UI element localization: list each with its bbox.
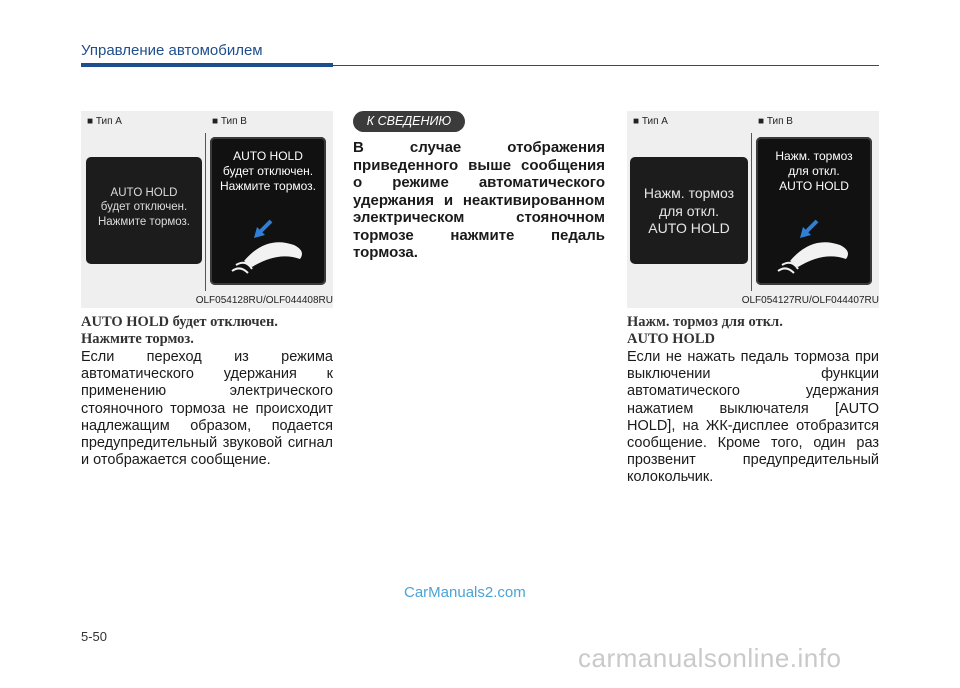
- right-caption: Нажм. тормоз для откл. AUTO HOLD: [627, 314, 783, 347]
- figure-code: OLF054127RU/OLF044407RU: [741, 295, 879, 306]
- cluster-screen-type-b: [756, 137, 872, 285]
- info-badge: К СВЕДЕНИЮ: [353, 111, 465, 132]
- watermark-bottom: carmanualsonline.info: [578, 643, 842, 673]
- brake-pedal-icon: [226, 215, 316, 277]
- brake-pedal-icon: [772, 215, 862, 277]
- screen-message: AUTO HOLD будет отключен. Нажмите тормоз.: [97, 187, 191, 228]
- header-rule-thick: [81, 63, 333, 67]
- cluster-screen-type-b: [210, 137, 326, 285]
- section-title: Управление автомобилем: [81, 42, 263, 59]
- left-caption: AUTO HOLD будет отключен. Нажмите тормоз.: [81, 314, 278, 347]
- type-a-label: ■ Тип A: [87, 116, 122, 127]
- type-a-label: ■ Тип A: [633, 116, 668, 127]
- figure-divider: [205, 133, 206, 291]
- screen-message: AUTO HOLD будет отключен. Нажмите тормоз.: [219, 149, 317, 193]
- watermark-top[interactable]: CarManuals2.com: [404, 584, 526, 601]
- right-body-text: Если не нажать педаль тормоза при выключении функции автоматического удержания нажатием выключателя [AUTO HOLD], на ЖК-дисплее отобразится сообщение. Кроме того, один раз прозвенит предупредительный колокольчик.: [627, 349, 879, 486]
- figure-left: [81, 111, 333, 308]
- screen-message: Нажм. тормоз для откл. AUTO HOLD: [643, 185, 735, 236]
- figure-divider: [751, 133, 752, 291]
- left-body-text: Если переход из режима автоматического удержания к применению электрического стояночного тормоза не происходит надлежащим образом, подается предупредительный звуковой сигнал и отображается сообщение.: [81, 349, 333, 469]
- figure-right: [627, 111, 879, 308]
- header-rule-thin: [333, 65, 879, 66]
- figure-code: OLF054128RU/OLF044408RU: [195, 295, 333, 306]
- cluster-screen-type-a: [630, 157, 748, 264]
- type-b-label: ■ Тип B: [758, 116, 793, 127]
- info-text: В случае отображения приведенного выше сообщения о режиме автоматического удержания и неактивированном электрическом стояночном тормозе нажмите педаль тормоза.: [353, 139, 605, 261]
- page-number: 5-50: [81, 629, 108, 644]
- screen-message: Нажм. тормоз для откл. AUTO HOLD: [775, 149, 853, 193]
- cluster-screen-type-a: [86, 157, 202, 264]
- type-b-label: ■ Тип B: [212, 116, 247, 127]
